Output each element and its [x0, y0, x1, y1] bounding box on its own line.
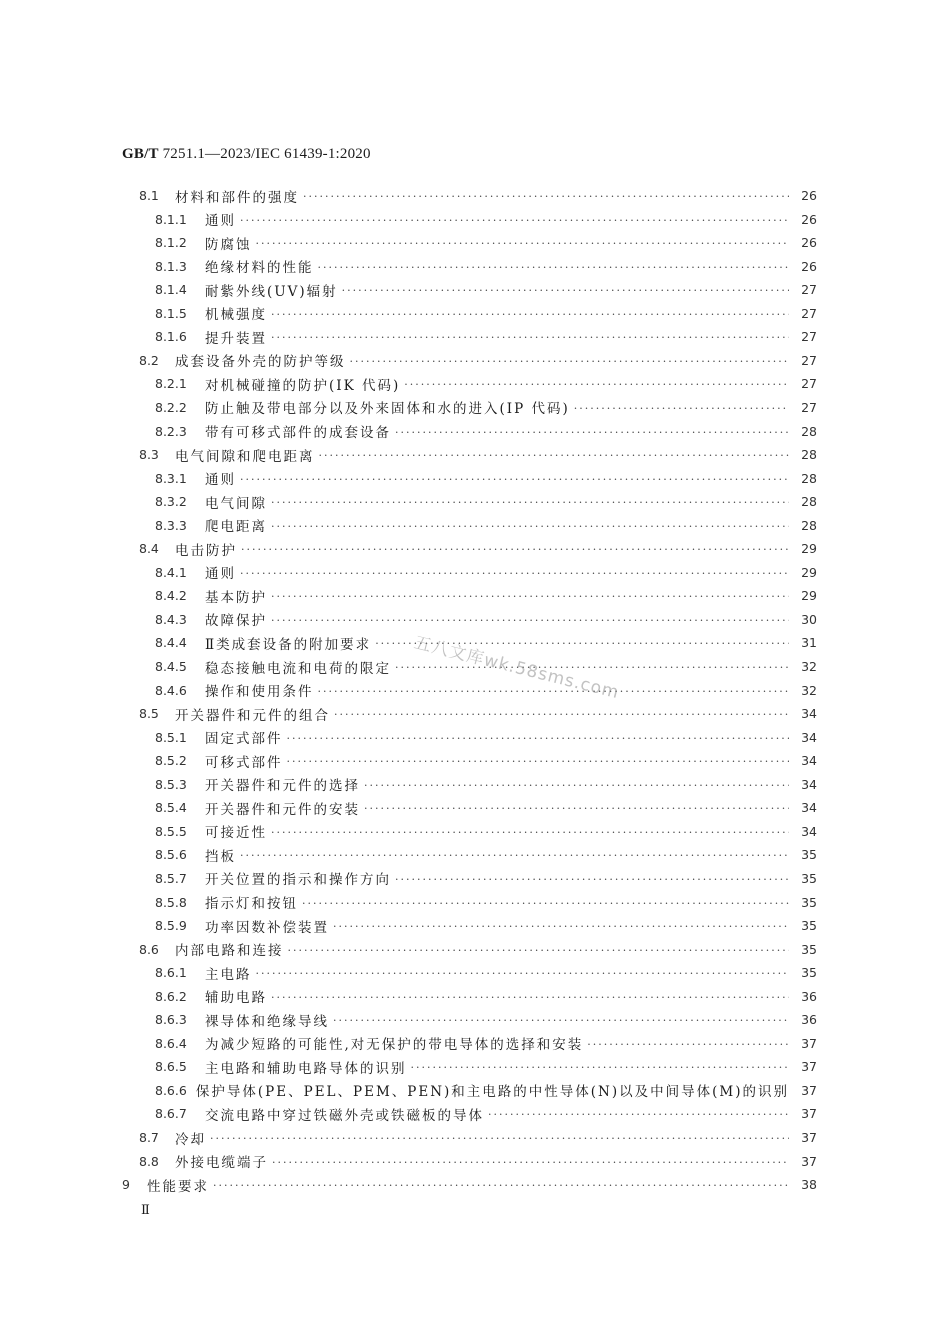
- toc-entry[interactable]: [155, 679, 817, 702]
- toc-entry-title: 操作和使用条件: [205, 684, 314, 701]
- toc-entry[interactable]: [139, 702, 817, 725]
- toc-entry-number: 8.6.7: [155, 1106, 187, 1122]
- toc-entry-title: 通则: [205, 472, 236, 489]
- toc-entry-page: 29: [801, 541, 817, 557]
- toc-entry-page: 34: [801, 800, 817, 816]
- toc-entry[interactable]: [155, 255, 817, 278]
- toc-entry-number: 8.5.5: [155, 823, 187, 839]
- toc-leader-dots: [318, 261, 790, 274]
- toc-entry-page: 27: [801, 352, 817, 368]
- toc-leader-dots: [272, 1156, 789, 1169]
- toc-leader-dots: [395, 426, 789, 439]
- toc-leader-dots: [271, 331, 789, 344]
- toc-entry-title: 保护导体(PE、PEL、PEM、PEN)和主电路的中性导体(N)以及中间导体(M)的识别: [195, 1084, 789, 1101]
- toc-entry[interactable]: [155, 867, 817, 890]
- toc-entry-number: 8.2.1: [155, 376, 187, 392]
- toc-entry-page: 35: [801, 918, 817, 934]
- toc-entry-page: 37: [801, 1106, 817, 1122]
- toc-entry[interactable]: [139, 184, 817, 207]
- toc-entry-number: 8.4.6: [155, 682, 187, 698]
- toc-entry-page: 28: [801, 447, 817, 463]
- toc-entry-number: 8.2.2: [155, 399, 187, 415]
- toc-entry-number: 8.4: [139, 541, 159, 557]
- toc-entry-title: 防腐蚀: [205, 236, 252, 253]
- toc-entry-title: 通则: [205, 213, 236, 230]
- toc-entry[interactable]: [155, 891, 817, 914]
- toc-entry[interactable]: [155, 608, 817, 631]
- toc-entry[interactable]: [155, 843, 817, 866]
- toc-entry-title: 性能要求: [147, 1178, 209, 1195]
- toc-entry-title: 稳态接触电流和电荷的限定: [205, 660, 391, 677]
- toc-entry-page: 34: [801, 776, 817, 792]
- toc-entry-page: 27: [801, 329, 817, 345]
- toc-entry-page: 37: [801, 1153, 817, 1169]
- toc-entry[interactable]: [155, 961, 817, 984]
- toc-entry-page: 30: [801, 611, 817, 627]
- toc-entry-number: 8.4.2: [155, 588, 187, 604]
- toc-leader-dots: [240, 473, 789, 486]
- toc-entry-title: 耐紫外线(UV)辐射: [205, 283, 338, 300]
- toc-entry-number: 8.5.6: [155, 847, 187, 863]
- toc-leader-dots: [303, 190, 789, 203]
- toc-entry[interactable]: [139, 1126, 817, 1149]
- toc-entry-number: 9: [122, 1177, 130, 1193]
- toc-entry-page: 36: [801, 1012, 817, 1028]
- toc-entry-page: 37: [801, 1130, 817, 1145]
- toc-entry[interactable]: [155, 231, 817, 254]
- toc-entry-number: 8.7: [139, 1130, 159, 1145]
- toc-entry-title: 通则: [205, 566, 236, 583]
- toc-entry[interactable]: [139, 938, 817, 961]
- toc-entry-number: 8.1.5: [155, 305, 187, 321]
- toc-entry[interactable]: [155, 467, 817, 490]
- toc-entry-number: 8.6.2: [155, 988, 187, 1004]
- toc-entry[interactable]: [155, 820, 817, 843]
- toc-leader-dots: [333, 1014, 789, 1027]
- document-header: [122, 146, 371, 163]
- toc-leader-dots: [342, 284, 789, 297]
- toc-entry-number: 8.2: [139, 352, 159, 368]
- toc-entry-title: 外接电缆端子: [175, 1155, 268, 1172]
- toc-entry-title: 绝缘材料的性能: [205, 260, 314, 277]
- toc-entry-title: 开关位置的指示和操作方向: [205, 872, 391, 889]
- toc-leader-dots: [240, 214, 789, 227]
- toc-entry-page: 27: [801, 376, 817, 392]
- toc-entry-page: 29: [801, 564, 817, 580]
- toc-leader-dots: [302, 897, 789, 910]
- toc-leader-dots: [287, 732, 790, 745]
- toc-entry-title: 功率因数补偿装置: [205, 919, 329, 936]
- toc-entry-page: 35: [801, 847, 817, 863]
- page-number-footer: Ⅱ: [141, 1203, 150, 1218]
- toc-entry-number: 8.4.4: [155, 635, 187, 651]
- toc-entry-title: 成套设备外壳的防护等级: [175, 354, 346, 371]
- toc-entry[interactable]: [155, 985, 817, 1008]
- toc-entry-page: 29: [801, 588, 817, 604]
- toc-entry-title: 固定式部件: [205, 731, 283, 748]
- toc-entry-page: 26: [801, 258, 817, 274]
- toc-entry-number: 8.3.3: [155, 517, 187, 533]
- toc-entry-number: 8.5.3: [155, 776, 187, 792]
- toc-entry[interactable]: [139, 349, 817, 372]
- toc-entry-title: 电气间隙和爬电距离: [175, 448, 315, 465]
- toc-entry[interactable]: [155, 1079, 817, 1102]
- watermark: 五八文库wk.58sms.com: [411, 632, 622, 704]
- toc-entry-title: 可移式部件: [205, 754, 283, 771]
- standard-code: GB/T: [122, 146, 159, 162]
- toc-entry-number: 8.8: [139, 1153, 159, 1169]
- toc-entry-page: 37: [801, 1082, 817, 1098]
- toc-entry[interactable]: [139, 1150, 817, 1173]
- toc-entry[interactable]: [155, 1055, 817, 1078]
- toc-entry-page: 28: [801, 517, 817, 533]
- toc-entry-title: 提升装置: [205, 330, 267, 347]
- toc-entry-title: 爬电距离: [205, 519, 267, 536]
- toc-entry-title: 防止触及带电部分以及外来固体和水的进入(IP 代码): [205, 401, 570, 418]
- toc-entry-page: 35: [801, 894, 817, 910]
- toc-entry-page: 26: [801, 188, 817, 203]
- toc-entry[interactable]: [155, 561, 817, 584]
- toc-entry-page: 34: [801, 753, 817, 769]
- toc-leader-dots: [240, 849, 789, 862]
- toc-entry-page: 27: [801, 305, 817, 321]
- toc-leader-dots: [271, 614, 789, 627]
- toc-entry-number: 8.1.2: [155, 235, 187, 251]
- toc-leader-dots: [271, 496, 789, 509]
- toc-entry-number: 8.5.9: [155, 918, 187, 934]
- toc-entry-number: 8.3.1: [155, 470, 187, 486]
- toc-entry-page: 34: [801, 706, 817, 722]
- toc-entry-page: 26: [801, 211, 817, 227]
- toc-entry-title: 电击防护: [175, 542, 237, 559]
- toc-entry-title: 带有可移式部件的成套设备: [205, 425, 391, 441]
- toc-entry-number: 8.4.3: [155, 611, 187, 627]
- toc-entry-page: 38: [801, 1177, 817, 1193]
- toc-entry-title: 内部电路和连接: [175, 943, 284, 960]
- toc-entry-number: 8.4.5: [155, 659, 187, 674]
- toc-leader-dots: [271, 308, 789, 321]
- toc-entry-title: 可接近性: [205, 825, 267, 842]
- toc-entry-number: 8.1.3: [155, 258, 187, 274]
- toc-entry-title: Ⅱ类成套设备的附加要求: [205, 636, 372, 653]
- toc-entry-number: 8.6.4: [155, 1035, 187, 1051]
- toc-entry[interactable]: [139, 443, 817, 466]
- toc-leader-dots: [271, 826, 789, 839]
- toc-leader-dots: [241, 543, 789, 556]
- toc-entry-number: 8.5: [139, 706, 159, 722]
- toc-entry-title: 指示灯和按钮: [205, 896, 298, 912]
- toc-entry-number: 8.1.6: [155, 329, 187, 345]
- toc-entry-number: 8.6.1: [155, 965, 187, 981]
- toc-entry-title: 裸导体和绝缘导线: [205, 1013, 329, 1030]
- toc-entry[interactable]: [155, 796, 817, 819]
- toc-entry-title: 电气间隙: [205, 495, 267, 512]
- toc-entry[interactable]: [155, 914, 817, 937]
- toc-entry-number: 8.6.3: [155, 1012, 187, 1028]
- toc-leader-dots: [364, 802, 789, 815]
- toc-entry-number: 8.4.1: [155, 564, 187, 580]
- toc-entry-title: 材料和部件的强度: [175, 189, 299, 206]
- toc-leader-dots: [271, 520, 789, 533]
- toc-entry-title: 挡板: [205, 848, 236, 865]
- toc-leader-dots: [574, 402, 789, 415]
- toc-entry-number: 8.1: [139, 188, 159, 203]
- standard-number: 7251.1—2023/IEC 61439-1:2020: [162, 146, 371, 162]
- toc-entry-number: 8.5.8: [155, 894, 187, 910]
- toc-entry-title: 交流电路中穿过铁磁外壳或铁磁板的导体: [205, 1107, 484, 1124]
- toc-entry[interactable]: [155, 420, 817, 443]
- toc-entry-page: 35: [801, 870, 817, 886]
- toc-leader-dots: [240, 567, 789, 580]
- toc-entry-number: 8.5.2: [155, 753, 187, 769]
- toc-leader-dots: [364, 779, 789, 792]
- toc-entry-title: 辅助电路: [205, 990, 267, 1007]
- toc-entry-title: 主电路和辅助电路导体的识别: [205, 1060, 407, 1077]
- toc-entry-title: 开关器件和元件的安装: [205, 801, 360, 818]
- toc-leader-dots: [334, 708, 789, 721]
- toc-entry-page: 35: [801, 941, 817, 957]
- toc-leader-dots: [333, 920, 789, 933]
- toc-entry[interactable]: [155, 726, 817, 749]
- toc-entry-page: 37: [801, 1035, 817, 1051]
- toc-entry-title: 开关器件和元件的组合: [175, 707, 330, 724]
- toc-leader-dots: [587, 1038, 789, 1051]
- toc-leader-dots: [411, 1061, 790, 1074]
- toc-entry-number: 8.5.7: [155, 870, 187, 886]
- toc-entry-title: 故障保护: [205, 613, 267, 630]
- toc-leader-dots: [271, 590, 789, 603]
- toc-entry-page: 35: [801, 965, 817, 981]
- toc-entry[interactable]: [155, 514, 817, 537]
- toc-entry-page: 34: [801, 823, 817, 839]
- toc-entry[interactable]: [155, 1008, 817, 1031]
- toc-entry-page: 31: [801, 635, 817, 651]
- toc-entry-number: 8.1.1: [155, 211, 187, 227]
- toc-leader-dots: [319, 449, 790, 462]
- toc-entry[interactable]: [122, 1173, 817, 1196]
- toc-entry-number: 8.5.4: [155, 800, 187, 816]
- toc-entry-title: 基本防护: [205, 589, 267, 606]
- toc-leader-dots: [287, 755, 790, 768]
- toc-entry-title: 机械强度: [205, 307, 267, 324]
- toc-entry-number: 8.6.5: [155, 1059, 187, 1075]
- toc-entry-page: 34: [801, 729, 817, 745]
- toc-entry-number: 8.5.1: [155, 729, 187, 745]
- toc-entry-page: 32: [801, 682, 817, 698]
- toc-leader-dots: [271, 991, 789, 1004]
- toc-entry[interactable]: [155, 490, 817, 513]
- toc-entry[interactable]: [155, 1032, 817, 1055]
- toc-entry-page: 26: [801, 235, 817, 251]
- toc-entry-number: 8.3: [139, 447, 159, 463]
- toc-entry[interactable]: [155, 302, 817, 325]
- toc-entry[interactable]: [155, 749, 817, 772]
- toc-entry-number: 8.3.2: [155, 494, 187, 510]
- toc-entry[interactable]: [155, 278, 817, 301]
- toc-entry[interactable]: [155, 208, 817, 231]
- toc-entry-page: 28: [801, 470, 817, 486]
- toc-entry-number: 8.6.6: [155, 1082, 187, 1098]
- toc-entry[interactable]: [155, 1102, 817, 1125]
- toc-entry-title: 开关器件和元件的选择: [205, 778, 360, 795]
- toc-entry-title: 为减少短路的可能性,对无保护的带电导体的选择和安装: [205, 1037, 584, 1054]
- toc-leader-dots: [404, 378, 789, 391]
- toc-leader-dots: [213, 1179, 789, 1192]
- toc-entry-title: 主电路: [205, 966, 252, 983]
- toc-entry-title: 对机械碰撞的防护(IK 代码): [205, 377, 401, 394]
- toc-entry[interactable]: [155, 372, 817, 395]
- toc-entry[interactable]: [155, 584, 817, 607]
- toc-entry-page: 28: [801, 423, 817, 439]
- toc-leader-dots: [256, 967, 790, 980]
- toc-entry-page: 27: [801, 399, 817, 415]
- toc-entry-number: 8.1.4: [155, 282, 187, 298]
- toc-entry-page: 36: [801, 988, 817, 1004]
- toc-entry-number: 8.2.3: [155, 423, 187, 439]
- toc-leader-dots: [256, 237, 790, 250]
- toc-entry-page: 37: [801, 1059, 817, 1075]
- toc-leader-dots: [488, 1108, 789, 1121]
- toc-leader-dots: [395, 873, 789, 886]
- toc-entry-title: 冷却: [175, 1131, 206, 1148]
- toc-leader-dots: [350, 355, 790, 368]
- toc-entry[interactable]: [155, 325, 817, 348]
- toc-entry[interactable]: [155, 396, 817, 419]
- toc-entry[interactable]: [155, 773, 817, 796]
- toc-entry[interactable]: [139, 537, 817, 560]
- toc-entry-page: 32: [801, 659, 817, 674]
- toc-entry-page: 28: [801, 494, 817, 510]
- toc-entry-page: 27: [801, 282, 817, 298]
- toc-leader-dots: [210, 1132, 789, 1145]
- toc-entry-number: 8.6: [139, 941, 159, 957]
- toc-leader-dots: [288, 944, 790, 957]
